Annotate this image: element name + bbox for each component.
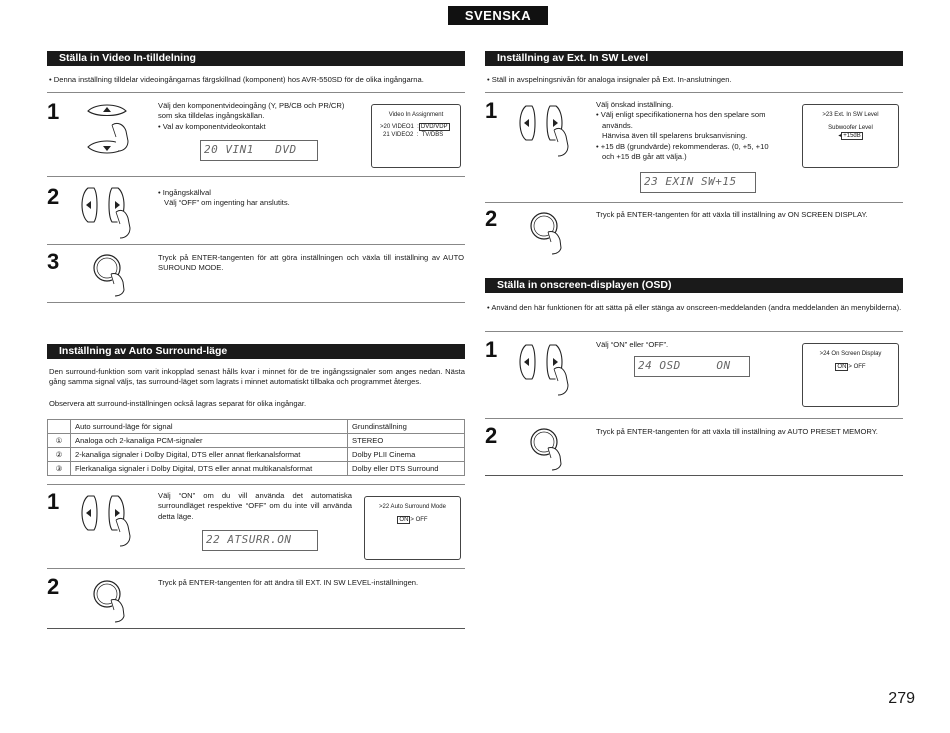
osd-row — [380, 123, 460, 131]
step-number: 2 — [47, 184, 60, 209]
divider — [485, 92, 903, 93]
osd-selected-value: DVD/VDP — [420, 124, 448, 130]
osd-off-option: > OFF — [410, 517, 428, 523]
step2-line2: Välj “OFF” om ingenting har anslutits. — [164, 198, 290, 208]
sw-line1: Välj önskad inställning. — [596, 100, 674, 109]
step3-text: Tryck på ENTER-tangenten för att göra inställningen och växla till inställning av AUTO SUROUND MODE. — [158, 253, 464, 273]
divider — [47, 176, 465, 177]
osd-subtitle: Subwoofer Level — [828, 125, 873, 131]
auto-surround-intro: Den surround-funktion som varit inkopplad senast hålls kvar i minnet för de tre ingångssignaler som anges nedan. Nästa gång samma signal väljs, tas surround-läget som lagrats i minnet automatiskt tillbaka och programmet återges. — [49, 367, 465, 387]
sw-line5: • +15 dB (grundvärde) rekommenderas. (0, +5, +10 — [596, 141, 769, 151]
left-right-buttons-icon — [78, 494, 134, 550]
osd-row — [365, 516, 460, 524]
osd-title: >22 Auto Surround Mode — [379, 504, 446, 510]
step-number: 1 — [485, 98, 498, 123]
sw-line6: och +15 dB går att välja.) — [602, 152, 687, 162]
auto-surround-step1-text: Välj “ON” om du vill använda det automatiska surroundläget respektive “OFF” om du inte vill använda detta läge. — [158, 491, 352, 521]
left-right-buttons-icon — [516, 104, 572, 160]
up-down-buttons-icon — [84, 101, 144, 161]
video-assign-intro: • Denna inställning tilldelar videoingångarnas färgskillnad (komponent) hos AVR-550SD för de olika ingångarna. — [49, 75, 424, 84]
step-number: 1 — [485, 337, 498, 362]
sw-level-intro: • Ställ in avspelningsnivån för analoga insignaler på Ext. In-anslutningen. — [487, 75, 732, 84]
osd-intro: • Använd den här funktionen för att sätta på eller stänga av onscreen-meddelanden (andra meddelanden än menybilderna). — [487, 303, 902, 312]
step-number: 1 — [47, 99, 60, 124]
step-number: 2 — [485, 423, 498, 448]
divider — [47, 302, 465, 303]
osd-step1-text: Välj “ON” eller “OFF”. — [596, 340, 669, 349]
lcd-display: 22 ATSURR.ON — [202, 530, 318, 551]
lcd-display: 23 EXIN SW+15 — [640, 172, 756, 193]
sw-line3: används. — [602, 120, 633, 130]
osd-title: >24 On Screen Display — [819, 351, 882, 357]
section-title-video-assign: Ställa in Video In-tilldelning — [47, 51, 465, 66]
sw-line2: • Välj enligt specifikationerna hos den spelare som — [596, 110, 766, 120]
table-row — [48, 462, 465, 476]
row-default: STEREO — [348, 434, 465, 448]
section-title-auto-surround: Inställning av Auto Surround-läge — [47, 344, 465, 359]
osd-off-option: > OFF — [848, 364, 866, 370]
left-right-buttons-icon — [516, 343, 572, 399]
divider — [47, 568, 465, 569]
osd-level-value: +15dB — [843, 133, 861, 139]
sw-line4: Hänvisa även till spelarens bruksanvisning. — [602, 131, 748, 141]
row-default: Dolby PLII Cinema — [348, 448, 465, 462]
row-number: ③ — [48, 462, 71, 476]
sw-level-step1-text — [596, 100, 792, 162]
lcd-display: 20 VIN1 DVD — [200, 140, 318, 161]
section-title-sw-level: Inställning av Ext. In SW Level — [485, 51, 903, 66]
osd-row: 21 VIDEO2 : TV/DBS — [383, 132, 444, 138]
enter-button-icon — [530, 428, 566, 472]
divider — [47, 244, 465, 245]
enter-button-icon — [93, 254, 129, 298]
table-header-signal: Auto surround-läge för signal — [71, 420, 348, 434]
enter-button-icon — [93, 580, 129, 624]
divider — [47, 484, 465, 485]
step2-text — [158, 188, 358, 209]
language-badge: SVENSKA — [448, 6, 548, 25]
table-row — [48, 434, 465, 448]
step1-line2: som ska tilldelas ingångskällan. — [158, 111, 265, 121]
row-signal: Analoga och 2-kanaliga PCM-signaler — [71, 434, 348, 448]
osd-screen — [802, 343, 899, 407]
table-cell — [48, 420, 71, 434]
divider — [485, 418, 903, 419]
page-number: 279 — [888, 690, 915, 707]
step-number: 3 — [47, 249, 60, 274]
left-right-buttons-icon — [78, 186, 134, 242]
row-signal: 2-kanaliga signaler i Dolby Digital, DTS eller annat flerkanalsformat — [71, 448, 348, 462]
auto-surround-table — [47, 419, 465, 476]
row-signal: Flerkanaliga signaler i Dolby Digital, DTS eller annat multikanalsformat — [71, 462, 348, 476]
step-number: 2 — [485, 206, 498, 231]
step-number: 1 — [47, 489, 60, 514]
osd-row-label: >20 VIDEO1 : — [380, 124, 419, 130]
auto-surround-note: Observera att surround-inställningen också lagras separat för olika ingångar. — [49, 399, 307, 408]
divider — [47, 92, 465, 93]
auto-surround-step2-text: Tryck på ENTER-tangenten för att ändra till EXT. IN SW LEVEL-inställningen. — [158, 578, 419, 587]
osd-step2-text: Tryck på ENTER-tangenten för att växla till inställning av AUTO PRESET MEMORY. — [596, 427, 878, 436]
lcd-display: 24 OSD ON — [634, 356, 750, 377]
divider — [485, 202, 903, 203]
step2-line1: • Ingångskällval — [158, 188, 211, 197]
osd-title: Video In Assignment — [388, 112, 444, 118]
table-header-row — [48, 420, 465, 434]
osd-row: ◂ +15dB — [838, 133, 861, 139]
enter-button-icon — [530, 212, 566, 256]
osd-screen — [371, 104, 461, 168]
step-number: 2 — [47, 574, 60, 599]
osd-screen — [802, 104, 899, 168]
divider — [485, 475, 903, 476]
osd-row — [803, 363, 898, 371]
section-title-osd: Ställa in onscreen-displayen (OSD) — [485, 278, 903, 293]
sw-level-step2-text: Tryck på ENTER-tangenten för att växla till inställning av ON SCREEN DISPLAY. — [596, 210, 868, 219]
row-number: ② — [48, 448, 71, 462]
step1-text — [158, 101, 358, 132]
row-number: ① — [48, 434, 71, 448]
divider — [47, 628, 465, 629]
row-default: Dolby eller DTS Surround — [348, 462, 465, 476]
osd-title: >23 Ext. In SW Level — [822, 112, 879, 118]
osd-on-option: ON — [837, 364, 847, 370]
table-row — [48, 448, 465, 462]
osd-on-option: ON — [399, 517, 409, 523]
step1-line1: Välj den komponentvideoingång (Y, PB/CB och PR/CR) — [158, 101, 345, 110]
table-header-default: Grundinställning — [348, 420, 465, 434]
step1-line3: • Val av komponentvideokontakt — [158, 121, 266, 131]
divider — [485, 331, 903, 332]
osd-screen — [364, 496, 461, 560]
